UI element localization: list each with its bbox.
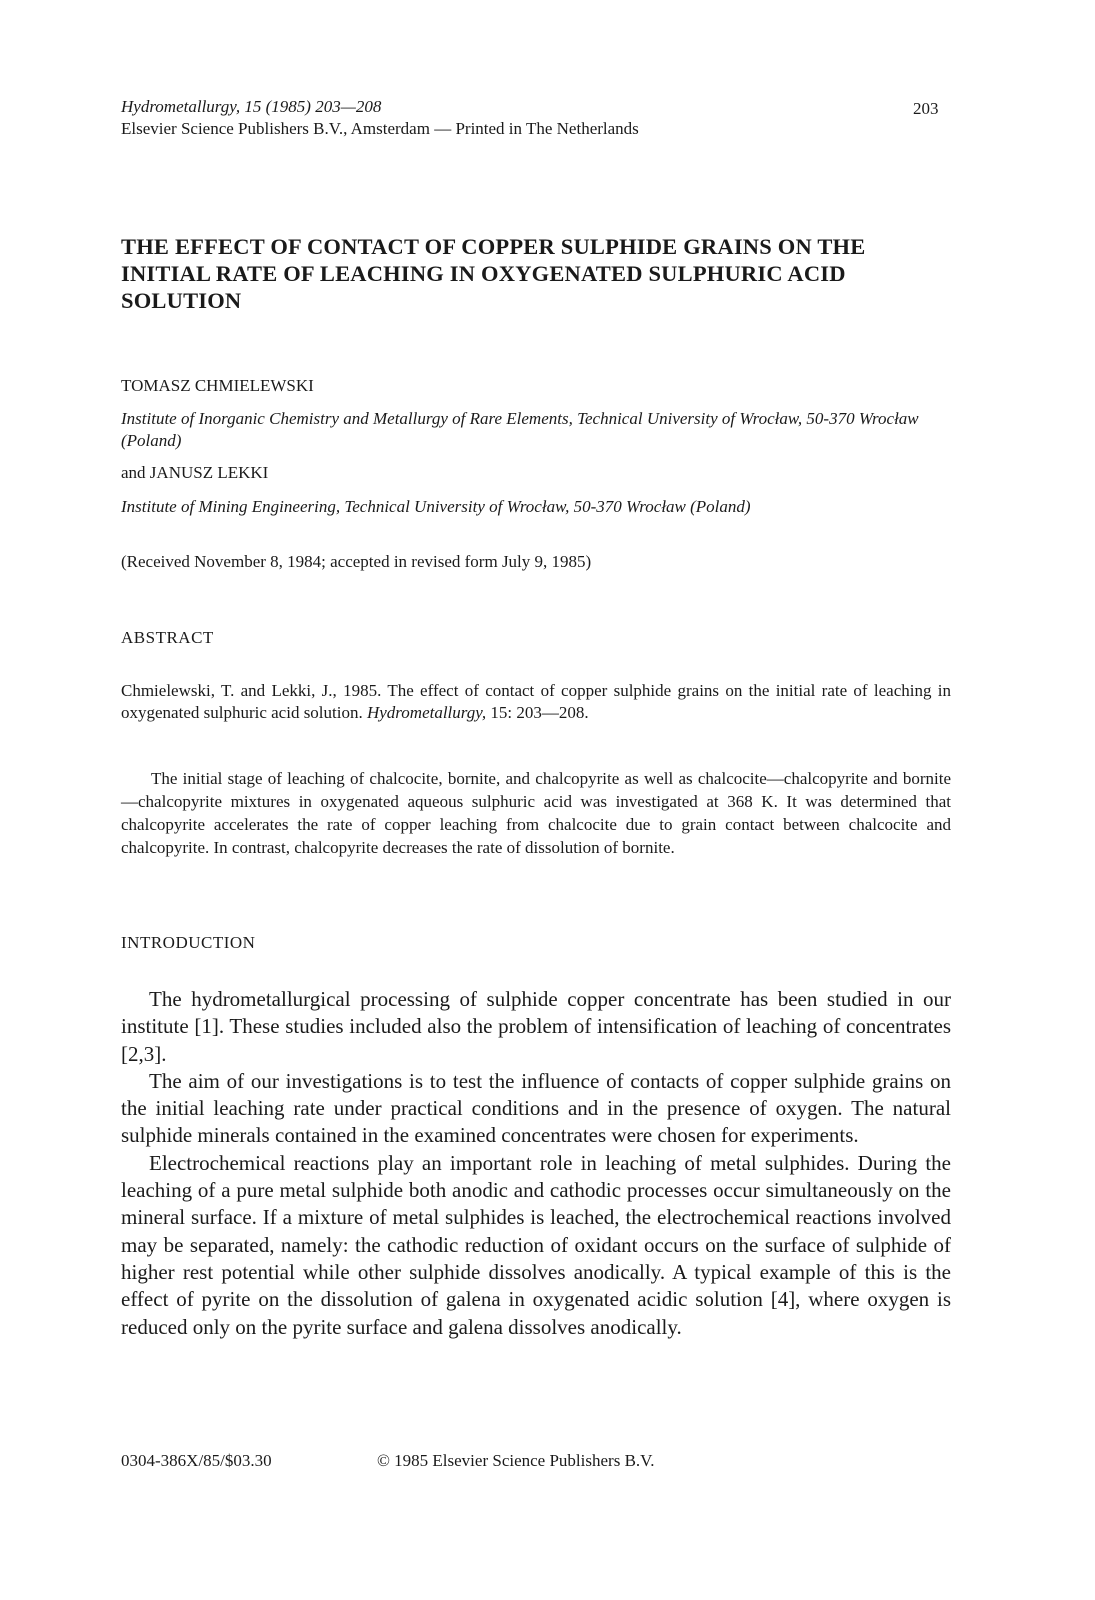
- intro-paragraph-1: The hydrometallurgical processing of sulphide copper concentrate has been studied in our institute [1]. These studies included also the problem of intensification of leaching of concentrates [2,3].: [121, 987, 951, 1066]
- introduction-heading: INTRODUCTION: [121, 933, 256, 952]
- author-1: TOMASZ CHMIELEWSKI: [121, 376, 314, 395]
- affiliation-1: Institute of Inorganic Chemistry and Metallurgy of Rare Elements, Technical University of Wrocław, 50-370 Wrocław (Poland): [121, 409, 919, 450]
- intro-paragraph-3: Electrochemical reactions play an important role in leaching of metal sulphides. During the leaching of a pure metal sulphide both anodic and cathodic processes occur simultaneously on the mineral surface. If a mixture of metal sulphides is leached, the electrochemical reactions involved may be separated, namely: the cathodic reduction of oxidant occurs on the surface of sulphide of higher rest potential while other sulphide dissolves anodically. A typical example of this is the effect of pyrite on the dissolution of galena in oxygenated acidic solution [4], where oxygen is reduced only on the pyrite surface and galena dissolves anodically.: [121, 1150, 951, 1339]
- page-number: 203: [913, 99, 939, 118]
- introduction-body: [121, 986, 951, 1341]
- journal-citation: Hydrometallurgy, 15 (1985) 203—208: [121, 97, 382, 116]
- abstract-body: The initial stage of leaching of chalcocite, bornite, and chalcopyrite as well as chalcocite—chalcopyrite and bornite—chalcopyrite mixtures in oxygenated aqueous sulphuric acid was investigated at 368 K. It was determined that chalcopyrite accelerates the rate of copper leaching from chalcocite due to grain contact between chalcocite and chalcopyrite. In contrast, chalcopyrite decreases the rate of dissolution of bornite.: [121, 769, 951, 857]
- footer-code: 0304-386X/85/$03.30: [121, 1451, 272, 1470]
- citation-journal: Hydrometallurgy,: [366, 703, 487, 722]
- author-2: and JANUSZ LEKKI: [121, 463, 269, 482]
- footer-copyright: © 1985 Elsevier Science Publishers B.V.: [377, 1451, 655, 1470]
- citation-text: Chmielewski, T. and Lekki, J., 1985. The effect of contact of copper sulphide grains on the initial rate of leaching in oxygenated sulphuric acid solution.: [121, 681, 951, 722]
- intro-paragraph-2: The aim of our investigations is to test the influence of contacts of copper sulphide grains on the initial leaching rate under practical conditions and in the presence of oxygen. The natural sulphide minerals contained in the examined concentrates were chosen for experiments.: [121, 1068, 951, 1148]
- article-title: THE EFFECT OF CONTACT OF COPPER SULPHIDE GRAINS ON THE INITIAL RATE OF LEACHING IN OXYGENATED SULPHURIC ACID SOLUTION: [121, 234, 866, 313]
- received-dates: (Received November 8, 1984; accepted in revised form July 9, 1985): [121, 552, 592, 571]
- abstract-heading: ABSTRACT: [121, 628, 214, 647]
- citation-volume: 15: 203—208.: [490, 703, 589, 722]
- publisher-line: Elsevier Science Publishers B.V., Amsterdam — Printed in The Netherlands: [121, 119, 639, 138]
- abstract-citation: [121, 680, 951, 724]
- affiliation-2: Institute of Mining Engineering, Technical University of Wrocław, 50-370 Wrocław (Poland): [121, 497, 751, 516]
